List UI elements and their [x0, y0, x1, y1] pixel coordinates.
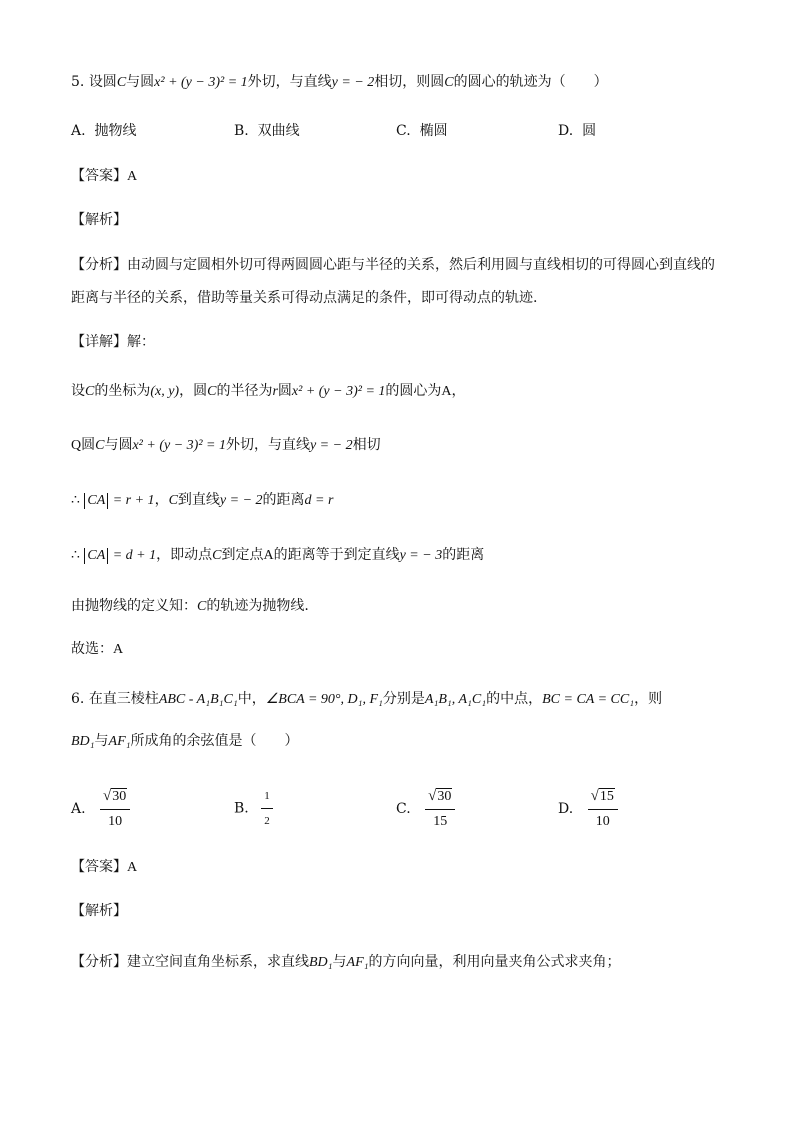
- q6-option-a: A. $\frac{√30}{10}$: [71, 786, 130, 832]
- q6-answer: 【答案】A: [71, 859, 138, 875]
- q6-stem-line2: BD₁与AF₁所成角的余弦值是（ ）: [71, 733, 299, 749]
- q5-option-b: B. 双曲线: [234, 123, 300, 139]
- q5-stem: 5. 设圆C与圆x² + (y − 3)² = 1外切，与直线y = − 2相切，则圆C的圆心的轨迹为（ ）: [71, 74, 608, 90]
- q5-step-2: Q圆C与圆x² + (y − 3)² = 1外切，与直线y = − 2相切: [71, 437, 381, 453]
- q5-analysis-heading: 【解析】: [71, 212, 127, 228]
- q5-step-4: ∴ CA = d + 1，即动点C到定点A的距离等于到定直线y = − 3的距离: [71, 547, 485, 563]
- q5-step-1: 设C的坐标为(x, y)，圆C的半径为r圆x² + (y − 3)² = 1的圆心为A，: [71, 383, 466, 399]
- circle-equation: x² + (y − 3)² = 1: [154, 75, 248, 90]
- q6-option-d: D. $\frac{√15}{10}$: [558, 786, 618, 832]
- q6-fenxi: 【分析】建立空间直角坐标系，求直线BD₁与AF₁的方向向量，利用向量夹角公式求夹角；: [71, 954, 621, 970]
- q5-fenxi-line2: 距离与半径的关系，借助等量关系可得动点满足的条件，即可得动点的轨迹.: [71, 290, 538, 306]
- q5-step-3: ∴ CA = r + 1，C到直线y = − 2的距离d = r: [71, 492, 334, 508]
- q5-option-a: A. 抛物线: [71, 123, 137, 139]
- line-equation: y = − 2: [331, 75, 375, 90]
- q5-option-d: D. 圆: [558, 123, 597, 139]
- q5-step-5: 由抛物线的定义知：C的轨迹为抛物线.: [71, 598, 309, 614]
- q5-option-c: C. 椭圆: [396, 123, 448, 139]
- q5-answer: 【答案】A: [71, 168, 138, 184]
- q6-option-c: C. $\frac{√30}{15}$: [396, 786, 455, 832]
- q6-analysis-heading: 【解析】: [71, 903, 127, 919]
- q5-fenxi-line1: 【分析】由动圆与定圆相外切可得两圆圆心距与半径的关系，然后利用圆与直线相切的可得圆心到直线的: [71, 257, 715, 273]
- q5-detail-heading: 【详解】解：: [71, 334, 155, 350]
- q5-choose: 故选：A: [71, 641, 124, 657]
- q6-option-b: B. $\frac{1}{2}$: [234, 786, 273, 831]
- q6-stem-line1: 6. 在直三棱柱ABC - A₁B₁C₁中，∠BCA = 90°, D₁, F₁分别是A₁B₁, A₁C₁的中点，BC = CA = CC₁，则: [71, 691, 663, 707]
